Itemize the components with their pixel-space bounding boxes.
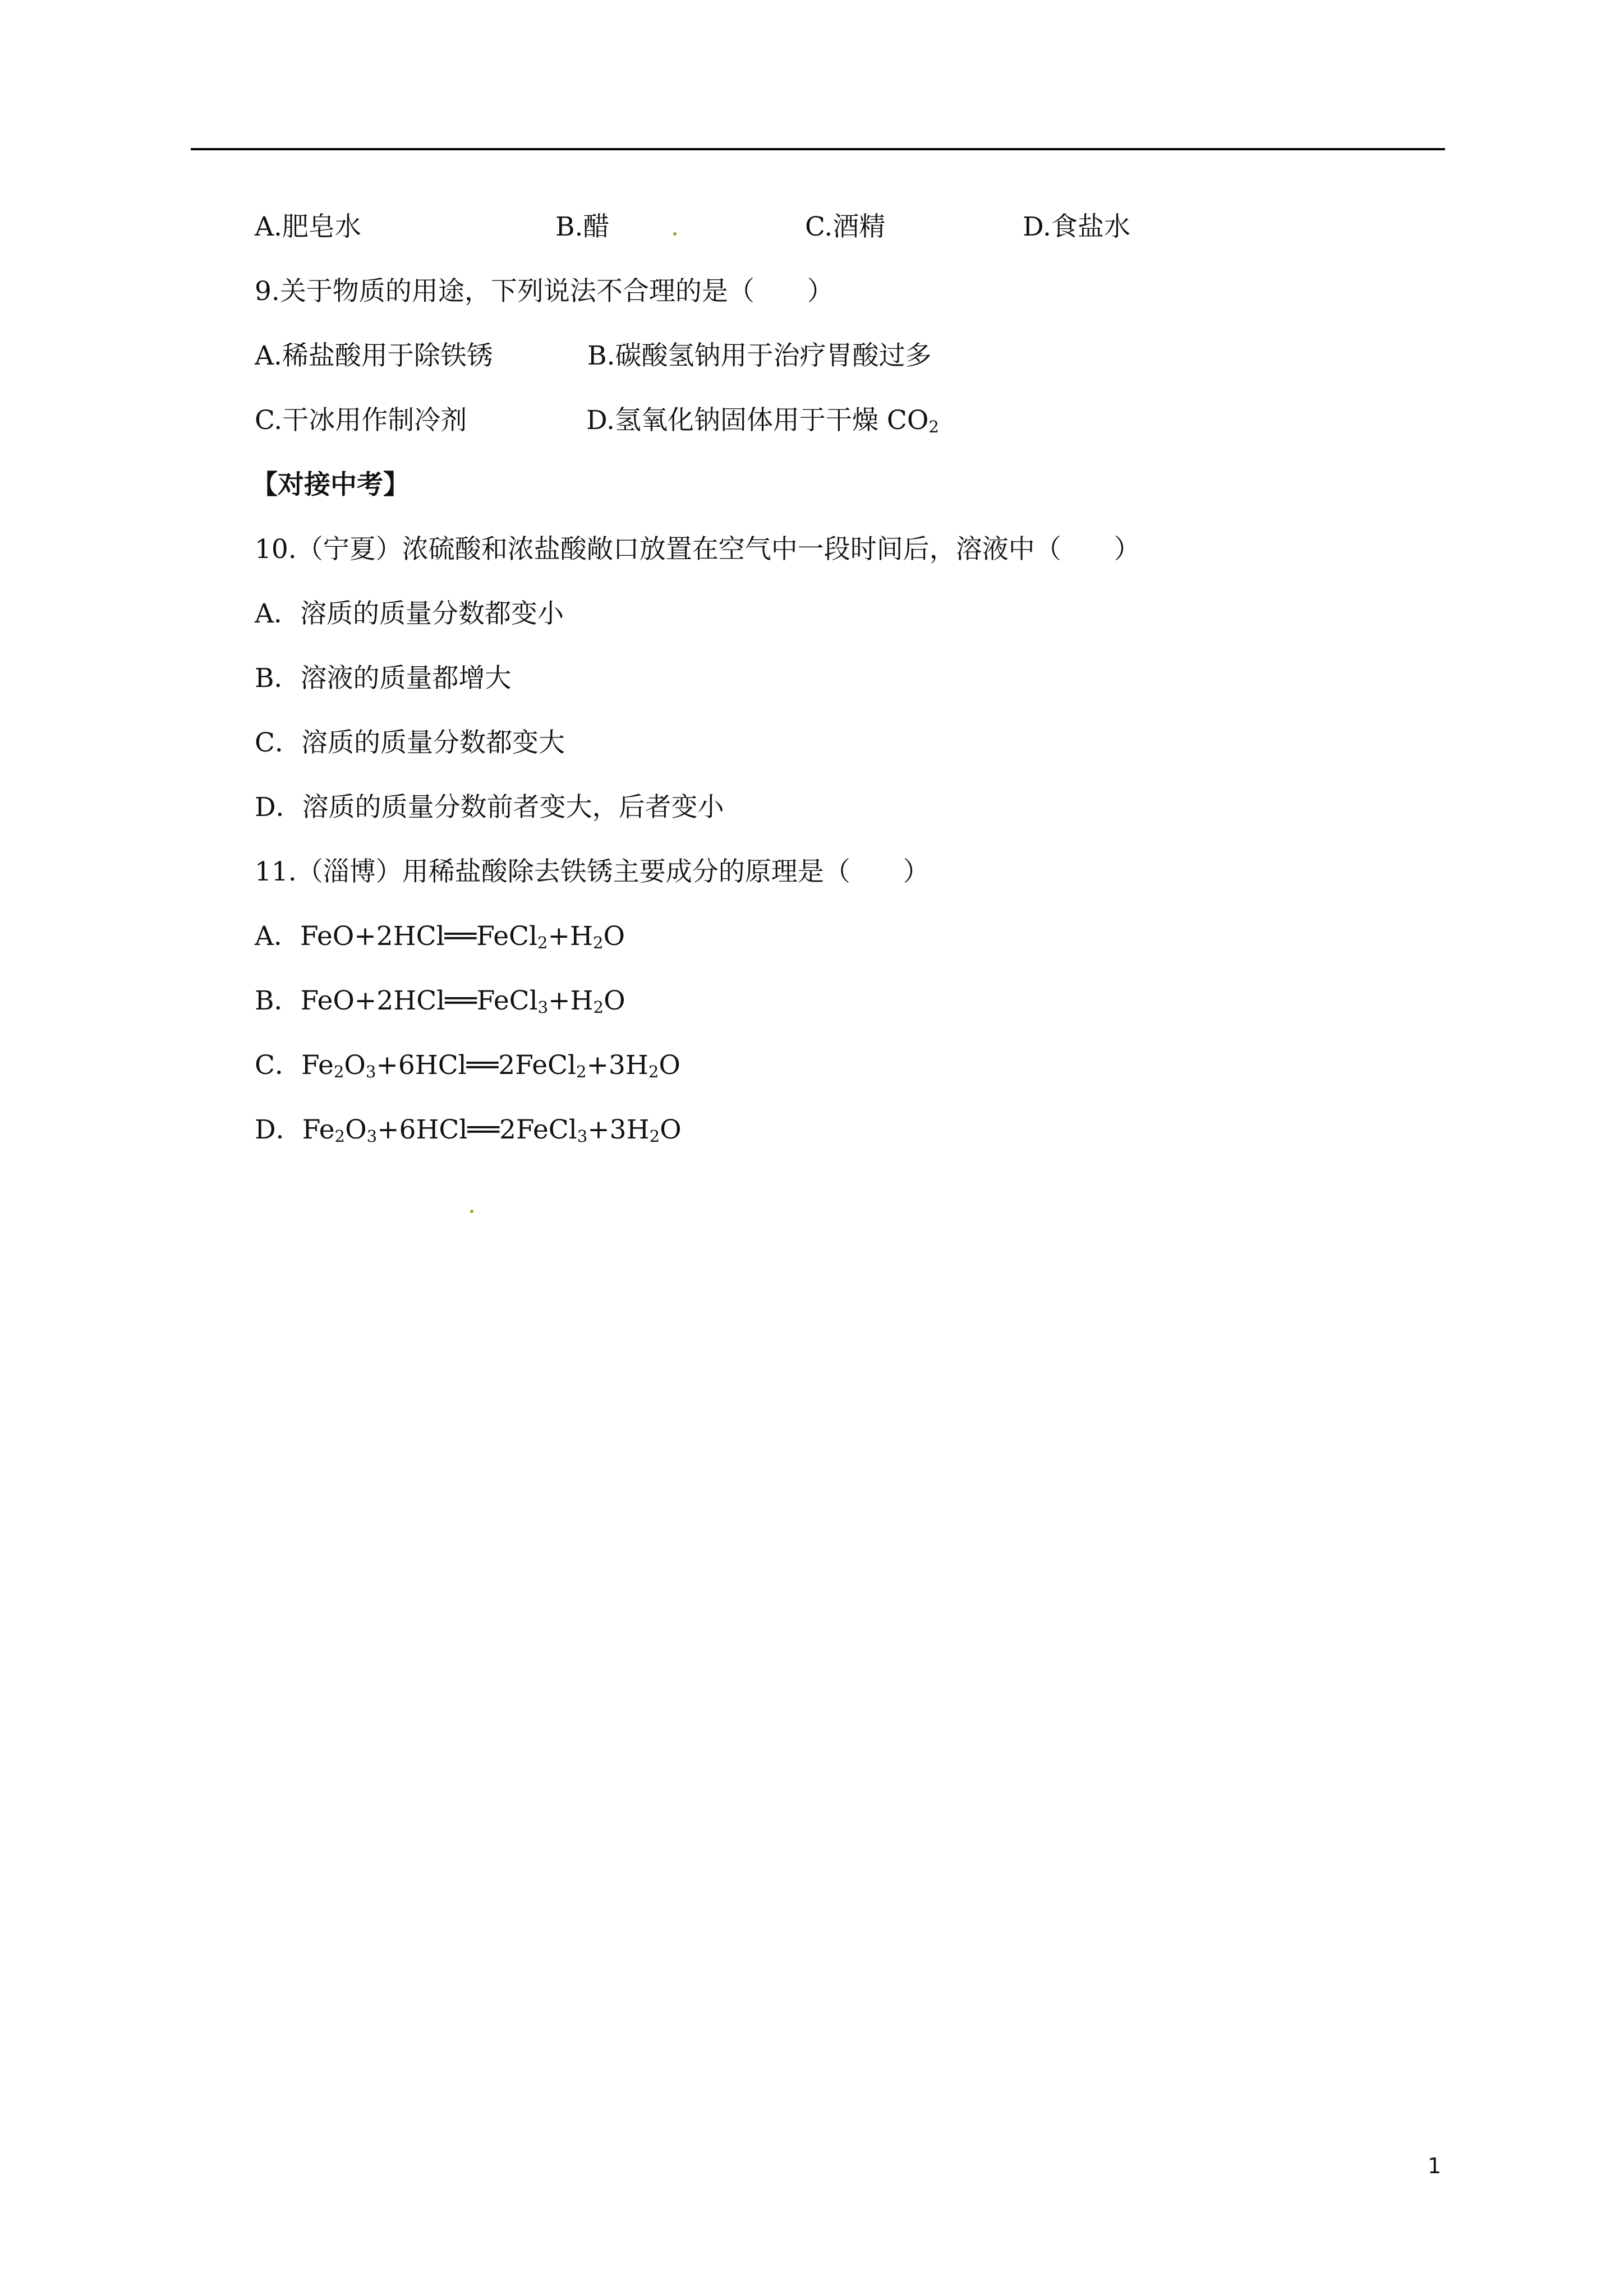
q8-option-b: B.醋 xyxy=(555,211,610,242)
q8-option-a: A.肥皂水 xyxy=(255,211,361,242)
q8-option-c: C.酒精 xyxy=(805,211,886,242)
q11-c-t2: +6HCl══2FeCl xyxy=(376,1050,577,1081)
q11-c-s0: 2 xyxy=(333,1062,344,1081)
q11-d-t0: Fe xyxy=(302,1114,335,1145)
q11-d-t1: O xyxy=(345,1114,367,1145)
q9-option-d-subscript: 2 xyxy=(928,417,939,436)
q11-a-s2: 2 xyxy=(592,933,604,952)
q11-option-d xyxy=(255,1113,682,1147)
scan-speck xyxy=(470,1210,473,1213)
q11-a-t3: O xyxy=(603,921,625,952)
q11-d-s2: 3 xyxy=(577,1126,588,1146)
q9-option-c: C.干冰用作制冷剂 xyxy=(255,405,467,436)
q11-option-a xyxy=(255,920,625,953)
q11-d-t2: +6HCl══2FeCl xyxy=(377,1114,577,1145)
q11-d-s1: 3 xyxy=(366,1126,378,1146)
q11-c-t3: +3H xyxy=(586,1050,648,1081)
q9-option-b: B.碳酸氢钠用于治疗胃酸过多 xyxy=(587,340,932,371)
q10-option-a: A．溶质的质量分数都变小 xyxy=(255,598,564,629)
scan-speck xyxy=(673,232,677,236)
q11-b-s1: 3 xyxy=(537,997,549,1017)
q11-c-s2: 2 xyxy=(576,1062,587,1081)
q11-stem: 11.（淄博）用稀盐酸除去铁锈主要成分的原理是（ ） xyxy=(255,856,930,887)
q9-stem: 9.关于物质的用途，下列说法不合理的是（ ） xyxy=(255,276,834,307)
q11-b-t3: O xyxy=(604,985,625,1016)
q11-c-t4: O xyxy=(659,1050,680,1081)
q8-option-d: D.食盐水 xyxy=(1023,211,1130,242)
page-number: 1 xyxy=(1428,2154,1442,2178)
q11-option-b xyxy=(255,984,625,1018)
q11-d-t4: O xyxy=(660,1114,682,1145)
q10-stem: 10.（宁夏）浓硫酸和浓盐酸敞口放置在空气中一段时间后，溶液中（ ） xyxy=(255,534,1140,565)
q11-option-c xyxy=(255,1049,680,1082)
q11-a-t2: +H xyxy=(548,921,593,952)
q11-c-t0: Fe xyxy=(301,1050,334,1081)
q11-b-label: B． xyxy=(255,985,301,1016)
q11-b-s2: 2 xyxy=(593,997,604,1017)
q11-a-label: A． xyxy=(255,921,300,952)
q11-c-label: C． xyxy=(255,1050,301,1081)
q11-b-t2: +H xyxy=(548,985,594,1016)
section-title: 【对接中考】 xyxy=(251,469,410,500)
q10-option-d: D．溶质的质量分数前者变大，后者变小 xyxy=(255,792,724,823)
q11-c-s1: 3 xyxy=(365,1062,376,1081)
q11-a-s1: 2 xyxy=(537,933,548,952)
q11-c-s3: 2 xyxy=(648,1062,659,1081)
q10-option-c: C．溶质的质量分数都变大 xyxy=(255,727,565,758)
q11-d-s3: 2 xyxy=(649,1126,660,1146)
q11-b-t1: FeO+2HCl══FeCl xyxy=(300,985,538,1016)
q9-option-a: A.稀盐酸用于除铁锈 xyxy=(255,340,493,371)
q11-c-t1: O xyxy=(344,1050,366,1081)
q9-option-d xyxy=(586,404,939,437)
header-rule xyxy=(191,148,1445,150)
q11-d-s0: 2 xyxy=(334,1126,346,1146)
q9-option-d-text: D.氢氧化钠固体用于干燥 CO xyxy=(586,405,929,436)
q10-option-b: B．溶液的质量都增大 xyxy=(255,663,512,694)
q11-d-t3: +3H xyxy=(587,1114,650,1145)
q11-d-label: D． xyxy=(255,1114,302,1145)
q11-a-t1: FeO+2HCl══FeCl xyxy=(300,921,538,952)
